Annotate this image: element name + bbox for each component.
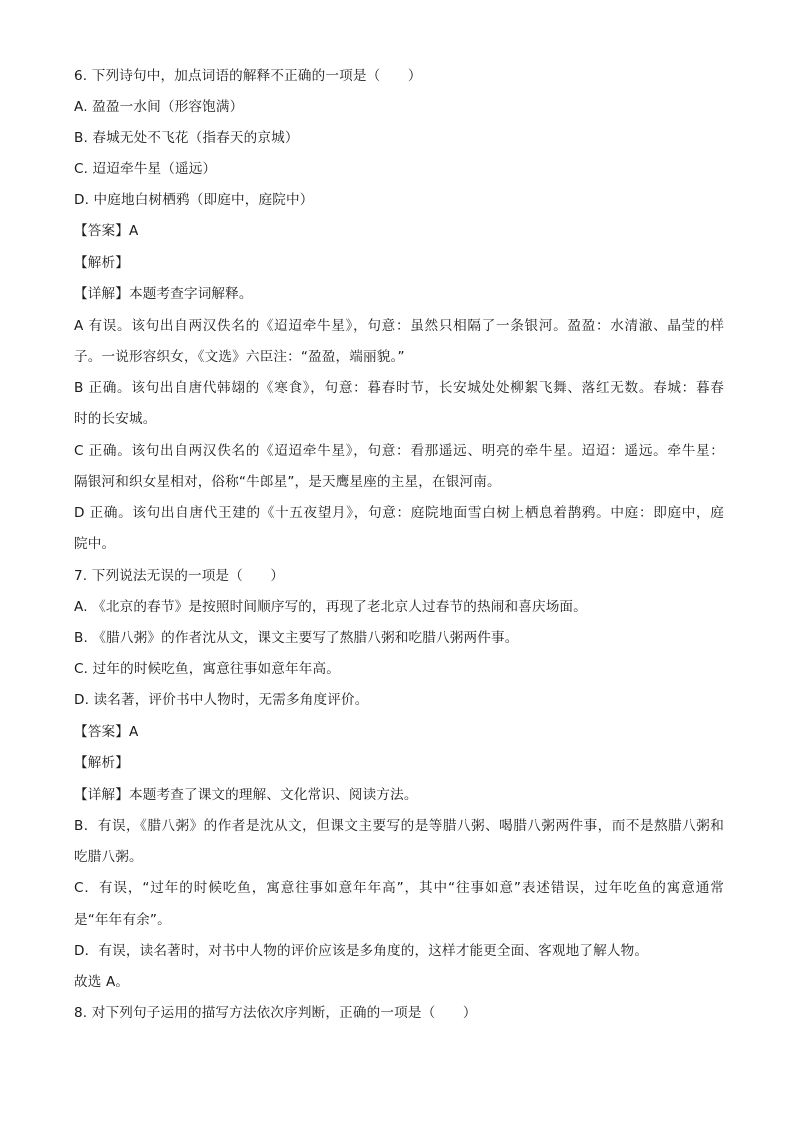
question-7-explain-line: B．有误，《腊八粥》的作者是沈从文，但课文主要写的是等腊八粥、喝腊八粥两件事，而不是熬腊八粥和 — [74, 818, 724, 834]
question-6-explain-line: 院中。 — [74, 536, 116, 552]
question-7-explain-line: 故选 A。 — [74, 974, 130, 990]
question-7-detail-heading: 【详解】本题考查了课文的理解、文化常识、阅读方法。 — [74, 787, 418, 803]
question-6-option-d: D. 中庭地白树栖鸦（即庭中，庭院中） — [74, 192, 314, 208]
question-7-answer: 【答案】A — [74, 724, 139, 740]
question-6-analysis-heading: 【解析】 — [74, 255, 129, 271]
question-6-stem: 6. 下列诗句中，加点词语的解释不正确的一项是（ ） — [74, 68, 422, 84]
question-7-option-a: A. 《北京的春节》是按照时间顺序写的，再现了老北京人过春节的热闹和喜庆场面。 — [74, 599, 587, 615]
question-7-stem: 7. 下列说法无误的一项是（ ） — [74, 568, 285, 584]
question-6-explain-line: 隔银河和织女星相对，俗称“牛郎星”，是天鹰星座的主星，在银河南。 — [74, 474, 501, 490]
question-6-explain-line: 子。一说形容织女，《文选》六臣注：“盈盈，端丽貌。” — [74, 349, 405, 365]
question-6-explain-line: A 有误。该句出自两汉佚名的《迢迢牵牛星》，句意：虽然只相隔了一条银河。盈盈：水清澈、晶莹的样 — [74, 318, 724, 334]
question-6-explain-line: B 正确。该句出自唐代韩翃的《寒食》，句意：暮春时节，长安城处处柳絮飞舞、落红无数。春城：暮春 — [74, 380, 724, 396]
question-6-option-b: B. 春城无处不飞花（指春天的京城） — [74, 130, 299, 146]
question-7-explain-line: 吃腊八粥。 — [74, 849, 143, 865]
question-6-explain-line: C 正确。该句出自两汉佚名的《迢迢牵牛星》，句意：看那遥远、明亮的牵牛星。迢迢：遥远。牵牛星： — [74, 443, 724, 459]
question-6-option-c: C. 迢迢牵牛星（遥远） — [74, 161, 217, 177]
question-7-explain-line: C．有误，“过年的时候吃鱼，寓意往事如意年年高”，其中“往事如意”表述错误，过年吃鱼的寓意通常 — [74, 880, 724, 896]
question-7-option-d: D. 读名著，评价书中人物时，无需多角度评价。 — [74, 692, 369, 708]
question-7-explain-line: D．有误，读名著时，对书中人物的评价应该是多角度的，这样才能更全面、客观地了解人物。 — [74, 943, 649, 959]
question-7-analysis-heading: 【解析】 — [74, 755, 129, 771]
question-7-option-b: B. 《腊八粥》的作者沈从文，课文主要写了熬腊八粥和吃腊八粥两件事。 — [74, 630, 519, 646]
question-7-explain-line: 是“年年有余”。 — [74, 912, 171, 928]
question-7-option-c: C. 过年的时候吃鱼，寓意往事如意年年高。 — [74, 661, 340, 677]
question-6-explain-line: 时的长安城。 — [74, 411, 157, 427]
question-6-answer: 【答案】A — [74, 223, 139, 239]
question-6-explain-line: D 正确。该句出自唐代王建的《十五夜望月》，句意：庭院地面雪白树上栖息着鹊鸦。中庭：即庭中，庭 — [74, 505, 724, 521]
question-6-option-a: A. 盈盈一水间（形容饱满） — [74, 99, 244, 115]
question-6-detail-heading: 【详解】本题考查字词解释。 — [74, 286, 253, 302]
question-8-stem: 8. 对下列句子运用的描写方法依次序判断，正确的一项是（ ） — [74, 1005, 477, 1021]
